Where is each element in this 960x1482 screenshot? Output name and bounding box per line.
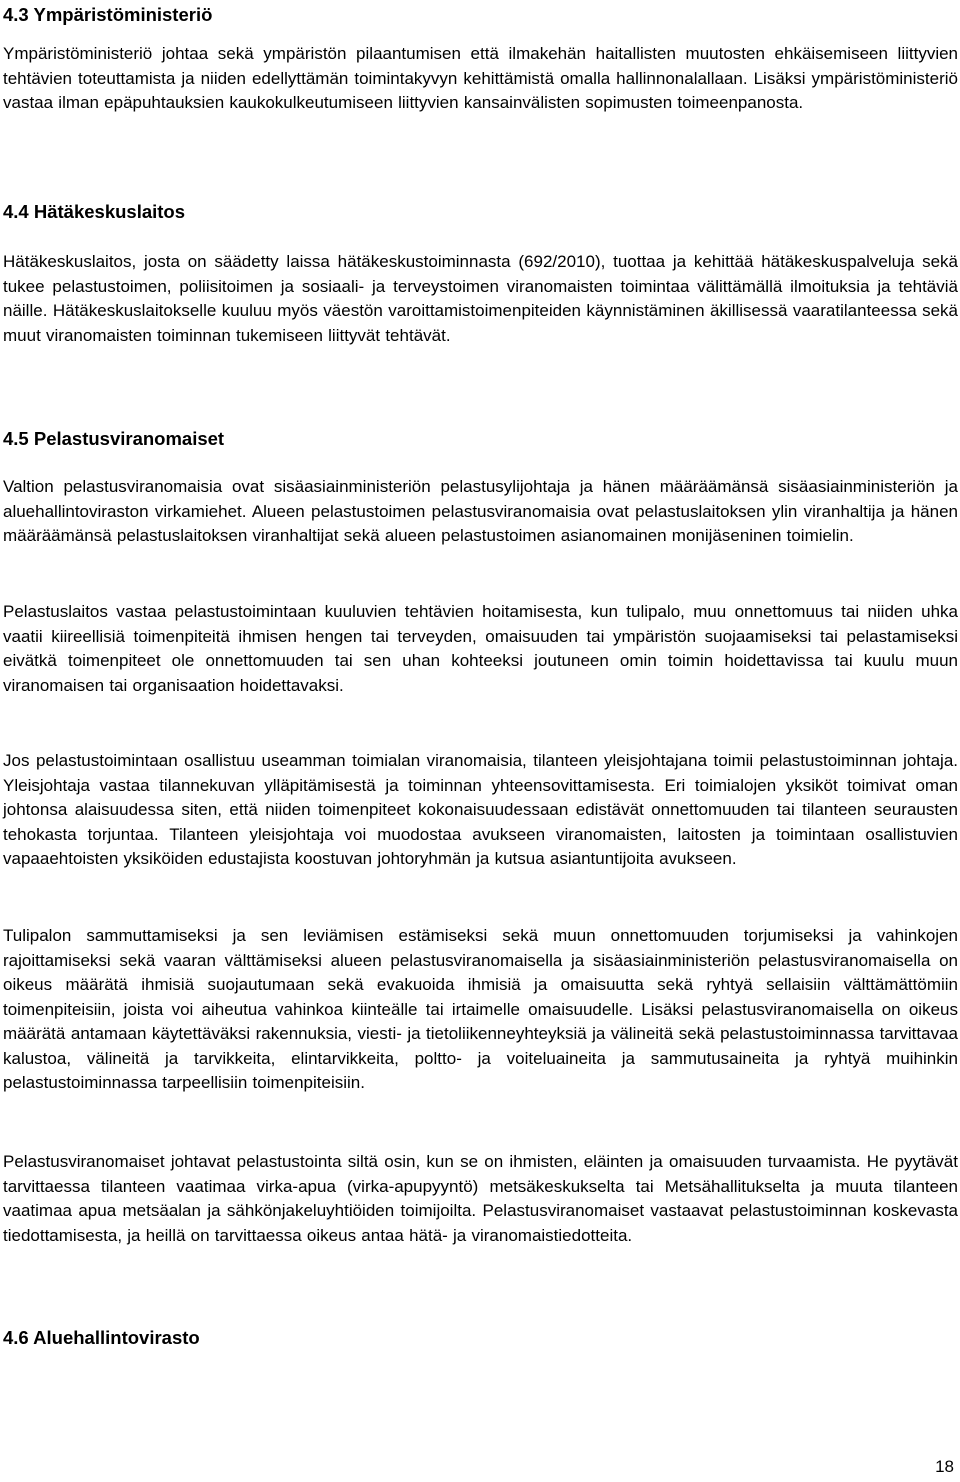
section-heading-4-3: 4.3 Ympäristöministeriö [3,4,213,25]
paragraph-4-3-1: Ympäristöministeriö johtaa sekä ympäristön pilaantumisen että ilmakehän haitallisten muutosten ehkäisemiseen liittyvien tehtävien toteuttamista ja niiden edellyttämän toimintakyvyn kehittämistä omalla hallinnonalallaan. Lisäksi ympäristöministeriö vastaa ilman epäpuhtauksien kaukokulkeutumiseen liittyvien kansainvälisten sopimusten toimeenpanosta. [3,44,958,112]
section-heading-4-6: 4.6 Aluehallintovirasto [3,1327,200,1348]
paragraph-4-4-1: Hätäkeskuslaitos, josta on säädetty laissa hätäkeskustoiminnasta (692/2010), tuottaa ja kehittää hätäkeskuspalveluja sekä tukee pelastustoimen, poliisitoimen ja sosiaali- ja terveystoimen viranomaisten toimintaa välittämällä ilmoituksia ja tehtäviä näille. Hätäkeskuslaitokselle kuuluu myös väestön varoittamistoimenpiteiden käynnistäminen äkillisessä vaaratilanteessa sekä muut viranomaisten toiminnan tukemiseen liittyvät tehtävät. [3,252,958,345]
section-heading-4-4: 4.4 Hätäkeskuslaitos [3,201,186,222]
paragraph-4-5-4: Tulipalon sammuttamiseksi ja sen leviämisen estämiseksi sekä muun onnettomuuden torjumiseksi ja vahinkojen rajoittamiseksi sekä vaaran välttämiseksi alueen pelastusviranomaisella ja sisäasiainministeriön pelastusviranomaisella on oikeus määrätä ihmisiä suojautumaan sekä evakuoida ihmisiä ja omaisuutta sekä ryhtyä sellaisiin välttämättömiin toimenpiteisiin, joista voi aiheutua vahinkoa kiinteälle tai irtaimelle omaisuudelle. Lisäksi pelastusviranomaisella on oikeus määrätä antamaan käytettäväksi rakennuksia, viesti- ja tietoliikenneyhteyksiä ja välineitä sekä pelastustoiminnassa tarvittavaa kalustoa, välineitä ja tarvikkeita, elintarvikkeita, poltto- ja voiteluaineita ja sammutusaineita ja ryhtyä muihinkin pelastustoiminnassa tarpeellisiin toimenpiteisiin. [3,926,958,1092]
section-heading-4-5: 4.5 Pelastusviranomaiset [3,428,225,449]
paragraph-4-5-1: Valtion pelastusviranomaisia ovat sisäasiainministeriön pelastusylijohtaja ja hänen määräämänsä sisäasiainministeriön ja aluehallintoviraston virkamiehet. Alueen pelastustoimen pelastusviranomaisia ovat pelastuslaitoksen ylin viranhaltija ja hänen määräämänsä pelastuslaitoksen viranhaltijat sekä alueen pelastustoimen asianomainen monijäseninen toimielin. [3,477,958,545]
paragraph-4-5-5: Pelastusviranomaiset johtavat pelastustointa siltä osin, kun se on ihmisten, eläinten ja omaisuuden turvaamista. He pyytävät tarvittaessa tilanteen vaatimaa virka-apua (virka-apupyyntö) metsäkeskukselta tai Metsähallitukselta ja muuta tilanteen vaatimaa apua metsäalan ja sähkönjakeluyhtiöiden toimijoilta. Pelastusviranomaiset vastaavat pelastustoiminnan koskevasta tiedottamisesta, ja heillä on tarvittaessa oikeus antaa hätä- ja viranomaistiedotteita. [3,1152,958,1245]
page-number: 18 [935,1457,954,1476]
paragraph-4-5-3: Jos pelastustoimintaan osallistuu useamman toimialan viranomaisia, tilanteen yleisjohtajana toimii pelastustoiminnan johtaja. Yleisjohtaja vastaa tilannekuvan ylläpitämisestä ja toiminnan yhteensovittamisesta. Eri toimialojen yksiköt toimivat oman johtonsa alaisuudessa siten, että niiden toimenpiteet kokonaisuudessaan edistävät onnettomuuden tai tilanteen seurausten tehokasta torjuntaa. Tilanteen yleisjohtaja voi muodostaa avukseen viranomaisten, laitosten ja toimintaan osallistuvien vapaaehtoisten yksiköiden edustajista koostuvan johtoryhmän ja kutsua asiantuntijoita avukseen. [3,751,958,868]
paragraph-4-5-2: Pelastuslaitos vastaa pelastustoimintaan kuuluvien tehtävien hoitamisesta, kun tulipalo, muu onnettomuus tai niiden uhka vaatii kiireellisiä toimenpiteitä ihmisen hengen tai terveyden, omaisuuden tai ympäristön suojaamiseksi tai pelastamiseksi eivätkä toimenpiteet ole onnettomuuden tai sen uhan kohteeksi joutuneen omin toimin hoidettavissa tai kuulu muun viranomaisen tai organisaation hoidettavaksi. [3,602,958,695]
